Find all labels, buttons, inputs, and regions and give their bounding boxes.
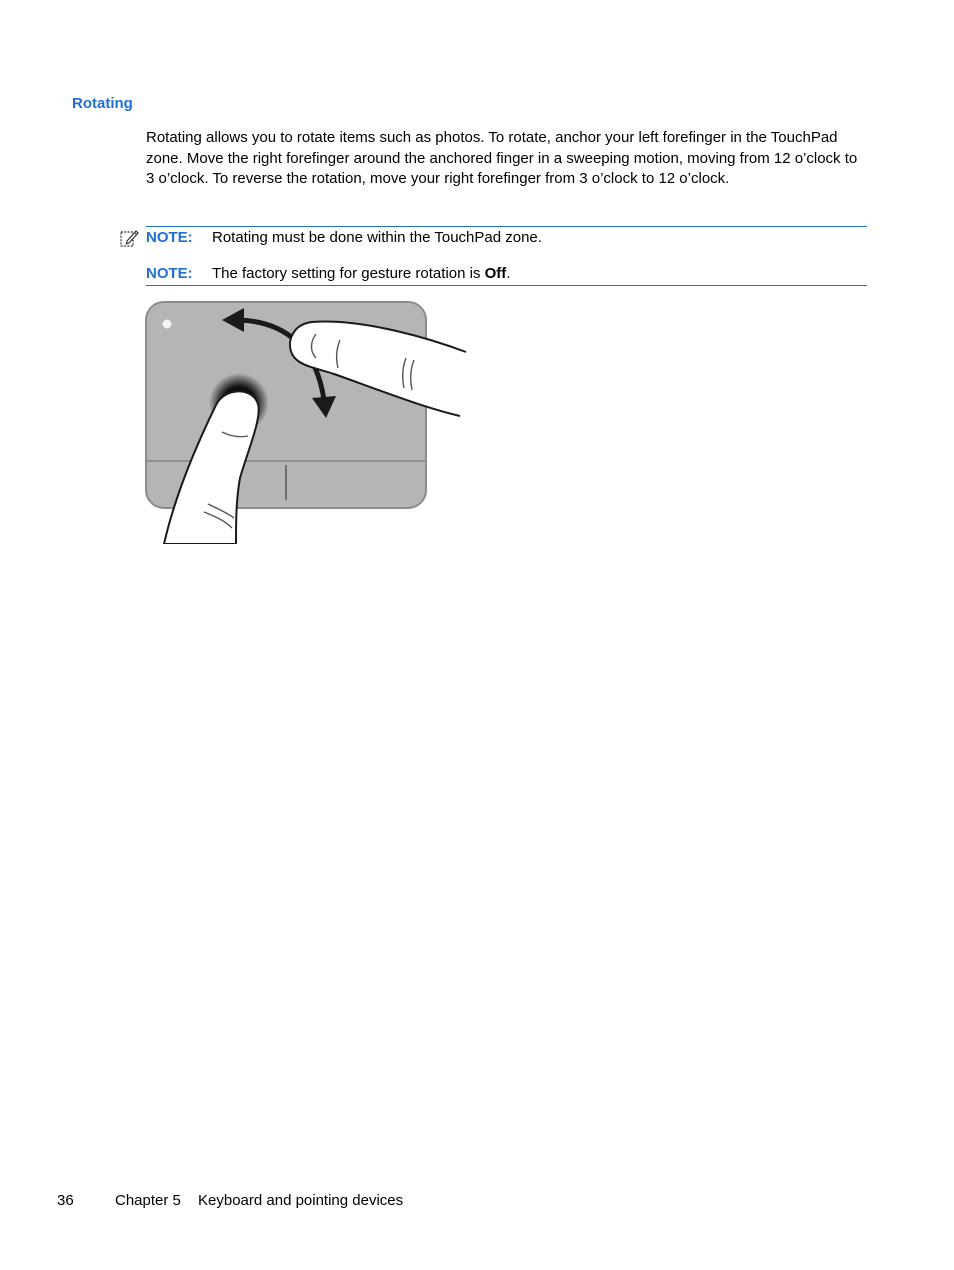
- note-text: [212, 265, 510, 282]
- note-label: NOTE:: [146, 265, 193, 282]
- page-number: 36: [57, 1192, 74, 1209]
- touchpad-indicator-light: [163, 320, 172, 329]
- note-text: Rotating must be done within the TouchPad zone.: [212, 229, 542, 246]
- note-touchpad-zone: [146, 226, 867, 250]
- note-pencil-icon: [119, 228, 139, 248]
- note-text-before: The factory setting for gesture rotation is: [212, 265, 485, 282]
- note-label: NOTE:: [146, 229, 193, 246]
- footer-chapter: Chapter 5: [115, 1192, 181, 1209]
- note-factory-setting: [146, 264, 867, 286]
- footer-chapter-title: Keyboard and pointing devices: [198, 1192, 404, 1209]
- note-text-after: .: [506, 265, 511, 282]
- section-heading: Rotating: [72, 95, 133, 112]
- section-paragraph: Rotating allows you to rotate items such as photos. To rotate, anchor your left forefinger in the TouchPad zone. Move the right forefinger around the anchored finger in a sweeping motion, moving from 12 o’clock to 3 o’clock. To reverse the rotation, move your right forefinger from 3 o’clock to 12 o’clock.: [146, 129, 858, 188]
- note-text-bold: Off: [484, 265, 507, 282]
- touchpad-rotate-gesture-icon: [144, 300, 470, 544]
